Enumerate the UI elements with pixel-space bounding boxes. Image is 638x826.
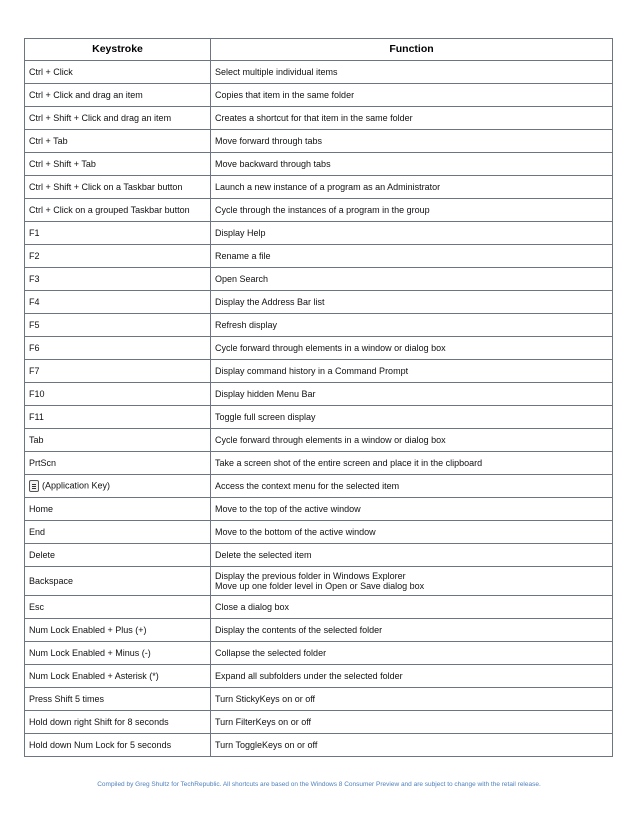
function-cell — [211, 619, 613, 642]
function-cell — [211, 498, 613, 521]
keystroke-cell — [25, 360, 211, 383]
keystroke-cell — [25, 521, 211, 544]
function-text: Cycle forward through elements in a window or dialog box — [215, 342, 446, 353]
function-cell — [211, 642, 613, 665]
keystroke-text: F7 — [29, 365, 40, 376]
keystroke-cell — [25, 665, 211, 688]
table-row — [25, 688, 613, 711]
keystroke-text: PrtScn — [29, 457, 57, 468]
function-cell — [211, 521, 613, 544]
table-row — [25, 619, 613, 642]
table-row — [25, 61, 613, 84]
keystroke-cell — [25, 429, 211, 452]
table-row — [25, 544, 613, 567]
function-text: Display the previous folder in Windows Explorer — [215, 571, 406, 581]
function-cell — [211, 199, 613, 222]
function-cell — [211, 665, 613, 688]
function-text: Move to the bottom of the active window — [215, 526, 376, 537]
table-row — [25, 711, 613, 734]
keystroke-cell — [25, 475, 211, 498]
keystroke-text: F4 — [29, 296, 40, 307]
function-cell — [211, 130, 613, 153]
keystroke-text: F6 — [29, 342, 40, 353]
keystroke-cell — [25, 688, 211, 711]
function-text: Toggle full screen display — [215, 411, 316, 422]
function-cell — [211, 61, 613, 84]
table-row — [25, 452, 613, 475]
function-text: Move up one folder level in Open or Save dialog box — [215, 581, 425, 591]
table-row — [25, 337, 613, 360]
function-cell — [211, 711, 613, 734]
table-row — [25, 429, 613, 452]
function-cell — [211, 567, 613, 596]
table-row — [25, 222, 613, 245]
keystroke-text: Backspace — [29, 575, 74, 586]
table-row — [25, 84, 613, 107]
keystroke-cell — [25, 596, 211, 619]
function-cell — [211, 107, 613, 130]
keystroke-cell — [25, 734, 211, 757]
keystroke-text: Num Lock Enabled + Minus (-) — [29, 647, 151, 658]
table-row — [25, 153, 613, 176]
function-text: Display Help — [215, 227, 266, 238]
table-row — [25, 199, 613, 222]
keystroke-cell — [25, 544, 211, 567]
keystroke-text: Ctrl + Click — [29, 66, 73, 77]
keystroke-cell — [25, 61, 211, 84]
function-cell — [211, 84, 613, 107]
table-row — [25, 268, 613, 291]
keystroke-cell — [25, 314, 211, 337]
function-cell — [211, 176, 613, 199]
keystroke-text: F11 — [29, 411, 44, 422]
function-cell — [211, 153, 613, 176]
table-row — [25, 406, 613, 429]
keystroke-cell — [25, 222, 211, 245]
function-cell — [211, 314, 613, 337]
function-text: Display hidden Menu Bar — [215, 388, 316, 399]
table-row — [25, 291, 613, 314]
table-row — [25, 567, 613, 596]
table-row — [25, 521, 613, 544]
keystroke-cell — [25, 383, 211, 406]
keystroke-cell — [25, 711, 211, 734]
keystroke-text: F10 — [29, 388, 45, 399]
function-cell — [211, 688, 613, 711]
keystroke-column-header: Keystroke — [25, 39, 211, 61]
keystroke-cell — [25, 199, 211, 222]
keystroke-cell — [25, 84, 211, 107]
function-text: Collapse the selected folder — [215, 647, 327, 658]
function-text: Expand all subfolders under the selected folder — [215, 670, 403, 681]
keystroke-cell — [25, 291, 211, 314]
function-column-header: Function — [211, 39, 613, 61]
keystroke-cell — [25, 406, 211, 429]
function-text: Delete the selected item — [215, 549, 312, 560]
function-text: Display the Address Bar list — [215, 296, 325, 307]
keystroke-text: Num Lock Enabled + Plus (+) — [29, 624, 147, 635]
function-cell — [211, 544, 613, 567]
function-text: Refresh display — [215, 319, 278, 330]
table-body — [25, 61, 613, 757]
table-row — [25, 314, 613, 337]
function-text: Cycle through the instances of a program in the group — [215, 204, 430, 215]
function-text: Close a dialog box — [215, 601, 290, 612]
keystroke-text: Num Lock Enabled + Asterisk (*) — [29, 670, 159, 681]
keystroke-cell — [25, 498, 211, 521]
keystroke-cell — [25, 107, 211, 130]
function-cell — [211, 245, 613, 268]
function-text: Launch a new instance of a program as an Administrator — [215, 181, 441, 192]
function-cell — [211, 475, 613, 498]
function-text: Rename a file — [215, 250, 271, 261]
keystroke-text: Esc — [29, 601, 45, 612]
keystroke-cell — [25, 153, 211, 176]
keystroke-cell — [25, 268, 211, 291]
table-row — [25, 130, 613, 153]
function-text: Select multiple individual items — [215, 66, 338, 77]
table-row — [25, 245, 613, 268]
function-text: Move backward through tabs — [215, 158, 331, 169]
function-text: Turn FilterKeys on or off — [215, 716, 312, 727]
keystroke-text: Ctrl + Click on a grouped Taskbar button — [29, 204, 190, 215]
function-cell — [211, 734, 613, 757]
keystroke-text: Delete — [29, 549, 56, 560]
function-cell — [211, 429, 613, 452]
function-text: Take a screen shot of the entire screen and place it in the clipboard — [215, 457, 483, 468]
shortcuts-table — [24, 38, 613, 757]
keystroke-cell — [25, 130, 211, 153]
keystroke-text: F3 — [29, 273, 40, 284]
function-text: Cycle forward through elements in a window or dialog box — [215, 434, 446, 445]
keystroke-text: Press Shift 5 times — [29, 693, 105, 704]
table-row — [25, 107, 613, 130]
function-cell — [211, 337, 613, 360]
keystroke-text: End — [29, 526, 46, 537]
function-cell — [211, 452, 613, 475]
table-row — [25, 360, 613, 383]
table-row — [25, 383, 613, 406]
keystroke-text: F1 — [29, 227, 40, 238]
keystroke-text: Ctrl + Click and drag an item — [29, 89, 143, 100]
table-row — [25, 596, 613, 619]
function-cell — [211, 406, 613, 429]
keystroke-text: F2 — [29, 250, 40, 261]
keystroke-text: Ctrl + Tab — [29, 135, 68, 146]
function-text: Open Search — [215, 273, 269, 284]
table-row — [25, 475, 613, 498]
keystroke-text: Tab — [29, 434, 44, 445]
function-cell — [211, 268, 613, 291]
function-text: Turn StickyKeys on or off — [215, 693, 316, 704]
function-cell — [211, 291, 613, 314]
table-row — [25, 734, 613, 757]
keystroke-cell — [25, 567, 211, 596]
keystroke-cell — [25, 642, 211, 665]
table-row — [25, 665, 613, 688]
table-header-row — [25, 39, 613, 61]
keystroke-text: Hold down Num Lock for 5 seconds — [29, 739, 172, 750]
keystroke-cell — [25, 245, 211, 268]
function-cell — [211, 383, 613, 406]
application-key-icon — [29, 480, 39, 492]
keystroke-cell — [25, 452, 211, 475]
table-row — [25, 498, 613, 521]
function-cell — [211, 222, 613, 245]
function-text: Display command history in a Command Prompt — [215, 365, 409, 376]
keystroke-cell — [25, 337, 211, 360]
table-row — [25, 642, 613, 665]
function-text: Copies that item in the same folder — [215, 89, 355, 100]
function-text: Display the contents of the selected folder — [215, 624, 383, 635]
function-cell — [211, 596, 613, 619]
keystroke-text: (Application Key) — [42, 480, 111, 491]
table-row — [25, 176, 613, 199]
function-text: Move to the top of the active window — [215, 503, 361, 514]
keystroke-text: Ctrl + Shift + Click and drag an item — [29, 112, 172, 123]
footer-note: Compiled by Greg Shultz for TechRepublic. All shortcuts are based on the Windows 8 Consumer Preview and are subject to change with the retail release. — [97, 781, 541, 788]
function-text: Turn ToggleKeys on or off — [215, 739, 318, 750]
keystroke-text: Hold down right Shift for 8 seconds — [29, 716, 169, 727]
function-cell — [211, 360, 613, 383]
function-text: Creates a shortcut for that item in the same folder — [215, 112, 413, 123]
keystroke-text: Ctrl + Shift + Tab — [29, 158, 96, 169]
keystroke-text: Ctrl + Shift + Click on a Taskbar button — [29, 181, 183, 192]
keystroke-text: F5 — [29, 319, 40, 330]
keystroke-text: Home — [29, 503, 54, 514]
keystroke-cell — [25, 176, 211, 199]
function-text: Move forward through tabs — [215, 135, 323, 146]
function-text: Access the context menu for the selected item — [215, 480, 400, 491]
keystroke-cell — [25, 619, 211, 642]
